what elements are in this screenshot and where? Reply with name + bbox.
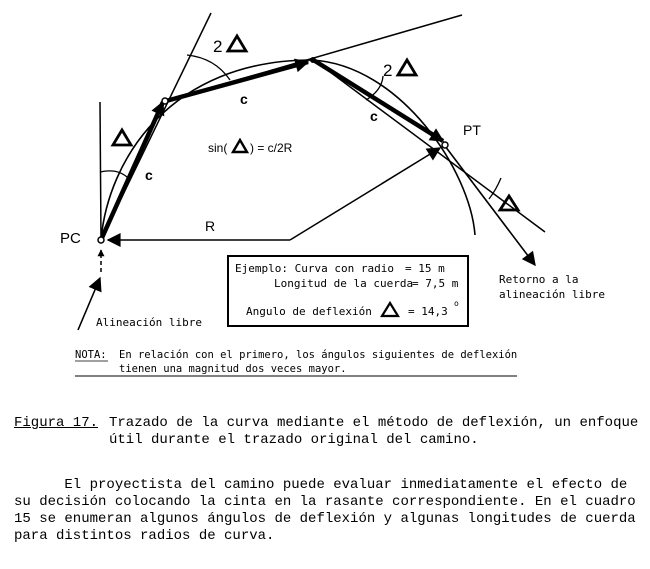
two-delta-coefficient-1: 2 xyxy=(213,37,223,56)
paragraph-line: para distintos radios de curva. xyxy=(14,528,275,544)
delta-angle-arc-2 xyxy=(489,178,501,199)
chord-label-1: c xyxy=(145,167,153,183)
deflection-point-2 xyxy=(311,58,316,63)
example-line3-label: Angulo de deflexión xyxy=(246,305,372,318)
pt-point xyxy=(442,142,448,148)
alineacion-label: Alineación libre xyxy=(96,316,202,329)
example-line3-value: = 14,3 xyxy=(408,305,448,318)
paragraph-line: su decisión colocando la cinta en la rasante correspondiente. En el cuadro xyxy=(14,494,636,510)
exit-direction-arrow xyxy=(445,146,535,265)
retorno-label-line1: Retorno a la xyxy=(499,273,579,286)
delta-angle-arc-1 xyxy=(100,171,128,178)
deflection-point-1 xyxy=(162,98,168,104)
chord-label-3: c xyxy=(370,108,378,124)
caption-text xyxy=(109,415,639,449)
body-paragraph xyxy=(14,477,636,545)
incoming-tangent-line xyxy=(100,102,101,240)
note-label: NOTA: xyxy=(75,349,107,361)
note-line1: En relación con el primero, los ángulos siguientes de deflexión xyxy=(119,349,518,361)
pc-point xyxy=(98,237,104,243)
degree-mark: o xyxy=(454,299,459,308)
caption-line: útil durante el trazado original del camino. xyxy=(109,432,479,448)
outgoing-tangent-line xyxy=(314,60,545,232)
formula-left: sin( xyxy=(208,141,228,155)
note-line2: tienen una magnitud dos veces mayor. xyxy=(119,363,347,375)
delta-symbol-3 xyxy=(398,60,416,75)
example-line2-label: Longitud de la cuerda xyxy=(274,277,414,290)
delta-symbol-1 xyxy=(113,130,131,145)
formula-right: ) = c/2R xyxy=(250,141,293,155)
radius-diagonal-arrow xyxy=(290,148,440,240)
example-line2-value: = 7,5 m xyxy=(412,277,459,290)
radius-label: R xyxy=(205,218,216,234)
two-delta-coefficient-2: 2 xyxy=(383,61,393,80)
delta-symbol-formula xyxy=(233,140,247,152)
pc-label: PC xyxy=(60,230,81,247)
pt-label: PT xyxy=(463,122,481,138)
chord-label-2: c xyxy=(240,91,248,107)
delta-symbol-2 xyxy=(228,36,246,51)
example-line1-label: Ejemplo: Curva con radio xyxy=(235,262,394,275)
delta-symbol-4 xyxy=(500,196,518,210)
chord-arrow-2 xyxy=(166,62,308,101)
retorno-label-line2: alineación libre xyxy=(499,288,605,301)
figure-number: Figura 17. xyxy=(14,415,99,431)
example-line1-value: = 15 m xyxy=(405,262,445,275)
paragraph-line: 15 se enumeran algunos ángulos de deflexión y algunas longitudes de cuerda xyxy=(14,511,636,527)
paragraph-line: El proyectista del camino puede evaluar inmediatamente el efecto de xyxy=(14,477,628,493)
chord-arrow-3 xyxy=(315,61,443,141)
caption-line: Trazado de la curva mediante el método de deflexión, un enfoque xyxy=(109,415,639,431)
